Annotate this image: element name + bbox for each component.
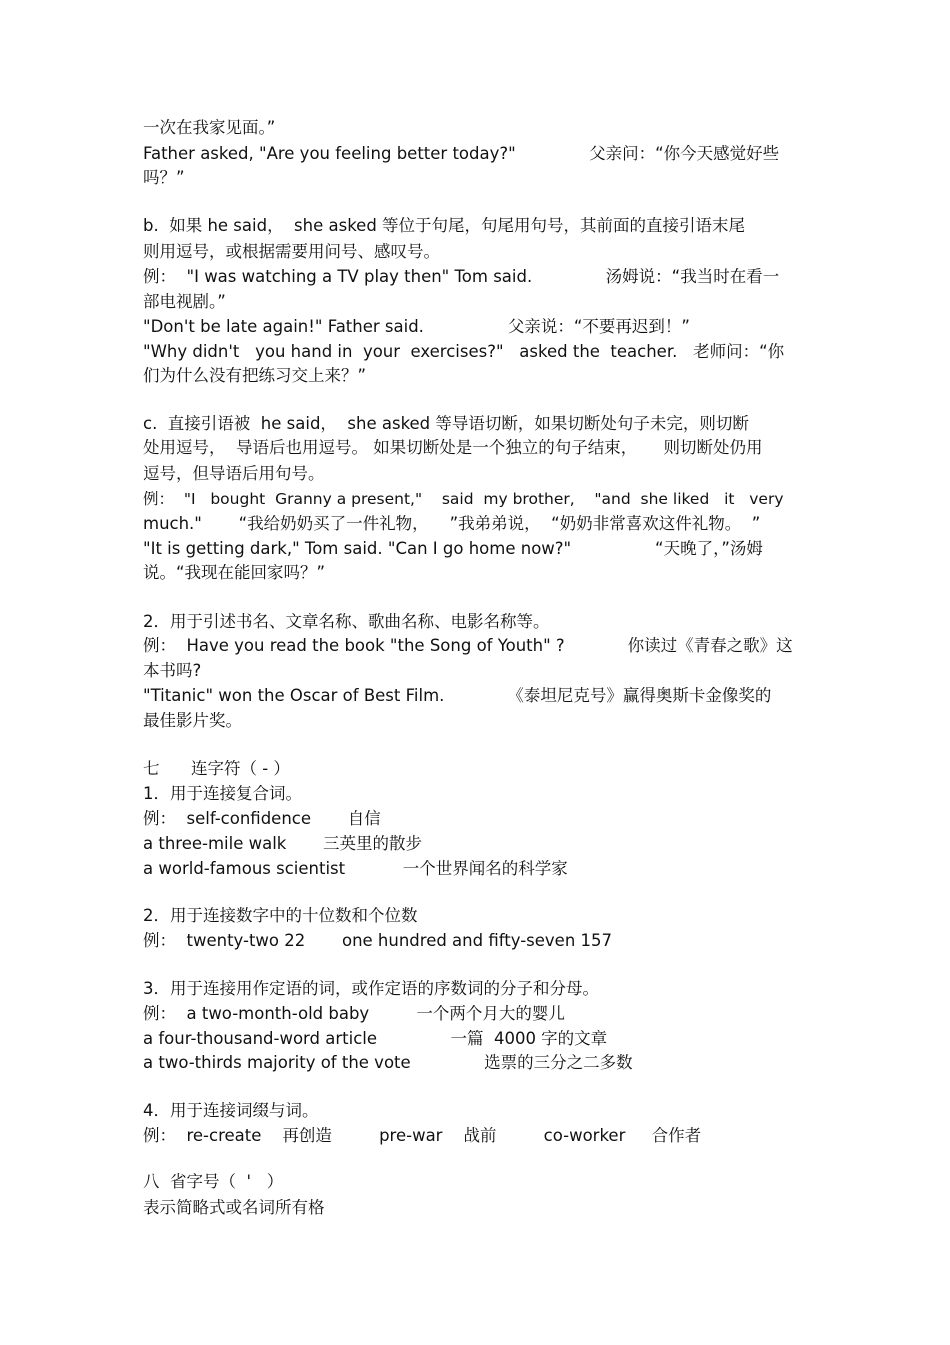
text-line: 最佳影片奖。: [143, 711, 242, 730]
text-line: 一次在我家见面。”: [143, 118, 276, 137]
text-line: 们为什么没有把练习交上来？”: [143, 366, 367, 385]
text-line: 本书吗?: [143, 661, 202, 680]
text-line: 例： Have you read the book "the Song of Youth" ? 你读过《青春之歌》这: [143, 636, 793, 655]
text-line: a world-famous scientist 一个世界闻名的科学家: [143, 859, 568, 878]
text-line: "It is getting dark," Tom said. "Can I go home now?" “天晚了，”汤姆: [143, 539, 763, 558]
text-line: 例： "I was watching a TV play then" Tom said. 汤姆说：“我当时在看一: [143, 267, 780, 286]
text-line: 逗号，但导语后用句号。: [143, 464, 325, 483]
text-line: 例： a two-month-old baby 一个两个月大的婴儿: [143, 1004, 565, 1023]
text-line: 例： "I bought Granny a present," said my brother, "and she liked it very: [143, 490, 784, 508]
text-line: a four-thousand-word article 一篇 4000 字的文章: [143, 1029, 608, 1048]
text-line: 例： self-confidence 自信: [143, 809, 381, 828]
text-line: much." “我给奶奶买了一件礼物， ”我弟弟说， “奶奶非常喜欢这件礼物。 ”: [143, 514, 761, 533]
text-line: 处用逗号， 导语后也用逗号。 如果切断处是一个独立的句子结束， 则切断处仍用: [143, 438, 763, 457]
text-line: 则用逗号，或根据需要用问号、感叹号。: [143, 242, 440, 261]
text-line: a three-mile walk 三英里的散步: [143, 834, 423, 853]
section-heading: 2．用于引述书名、文章名称、歌曲名称、电影名称等。: [143, 612, 550, 631]
text-line: "Don't be late again!" Father said. 父亲说：“不要再迟到！”: [143, 317, 690, 336]
section-heading: 八 省字号（ ' ）: [143, 1172, 284, 1191]
section-heading: 2．用于连接数字中的十位数和个位数: [143, 906, 418, 925]
text-line: "Titanic" won the Oscar of Best Film. 《泰坦尼克号》赢得奥斯卡金像奖的: [143, 686, 772, 705]
text-line: 例： twenty-two 22 one hundred and fifty-seven 157: [143, 931, 613, 950]
text-line: a two-thirds majority of the vote 选票的三分之二多数: [143, 1053, 633, 1072]
text-line: 部电视剧。”: [143, 292, 226, 311]
text-line: "Why didn't you hand in your exercises?" asked the teacher. 老师问：“你: [143, 342, 785, 361]
text-line: 例： re-create 再创造 pre-war 战前 co-worker 合作者: [143, 1126, 702, 1145]
section-heading: 七 连字符（ - ）: [143, 759, 290, 778]
text-line: b. 如果 he said， she asked 等位于句尾，句尾用句号，其前面的直接引语末尾: [143, 216, 746, 235]
text-line: c. 直接引语被 he said， she asked 等导语切断，如果切断处句子未完，则切断: [143, 414, 749, 433]
section-heading: 4．用于连接词缀与词。: [143, 1101, 319, 1120]
text-line: Father asked, "Are you feeling better today?" 父亲问：“你今天感觉好些: [143, 144, 780, 163]
text-line: 说。“我现在能回家吗？”: [143, 563, 326, 582]
section-heading: 1．用于连接复合词。: [143, 784, 302, 803]
text-line: 吗？”: [143, 168, 185, 187]
section-heading: 3．用于连接用作定语的词，或作定语的序数词的分子和分母。: [143, 979, 599, 998]
text-line: 表示简略式或名词所有格: [143, 1198, 325, 1217]
